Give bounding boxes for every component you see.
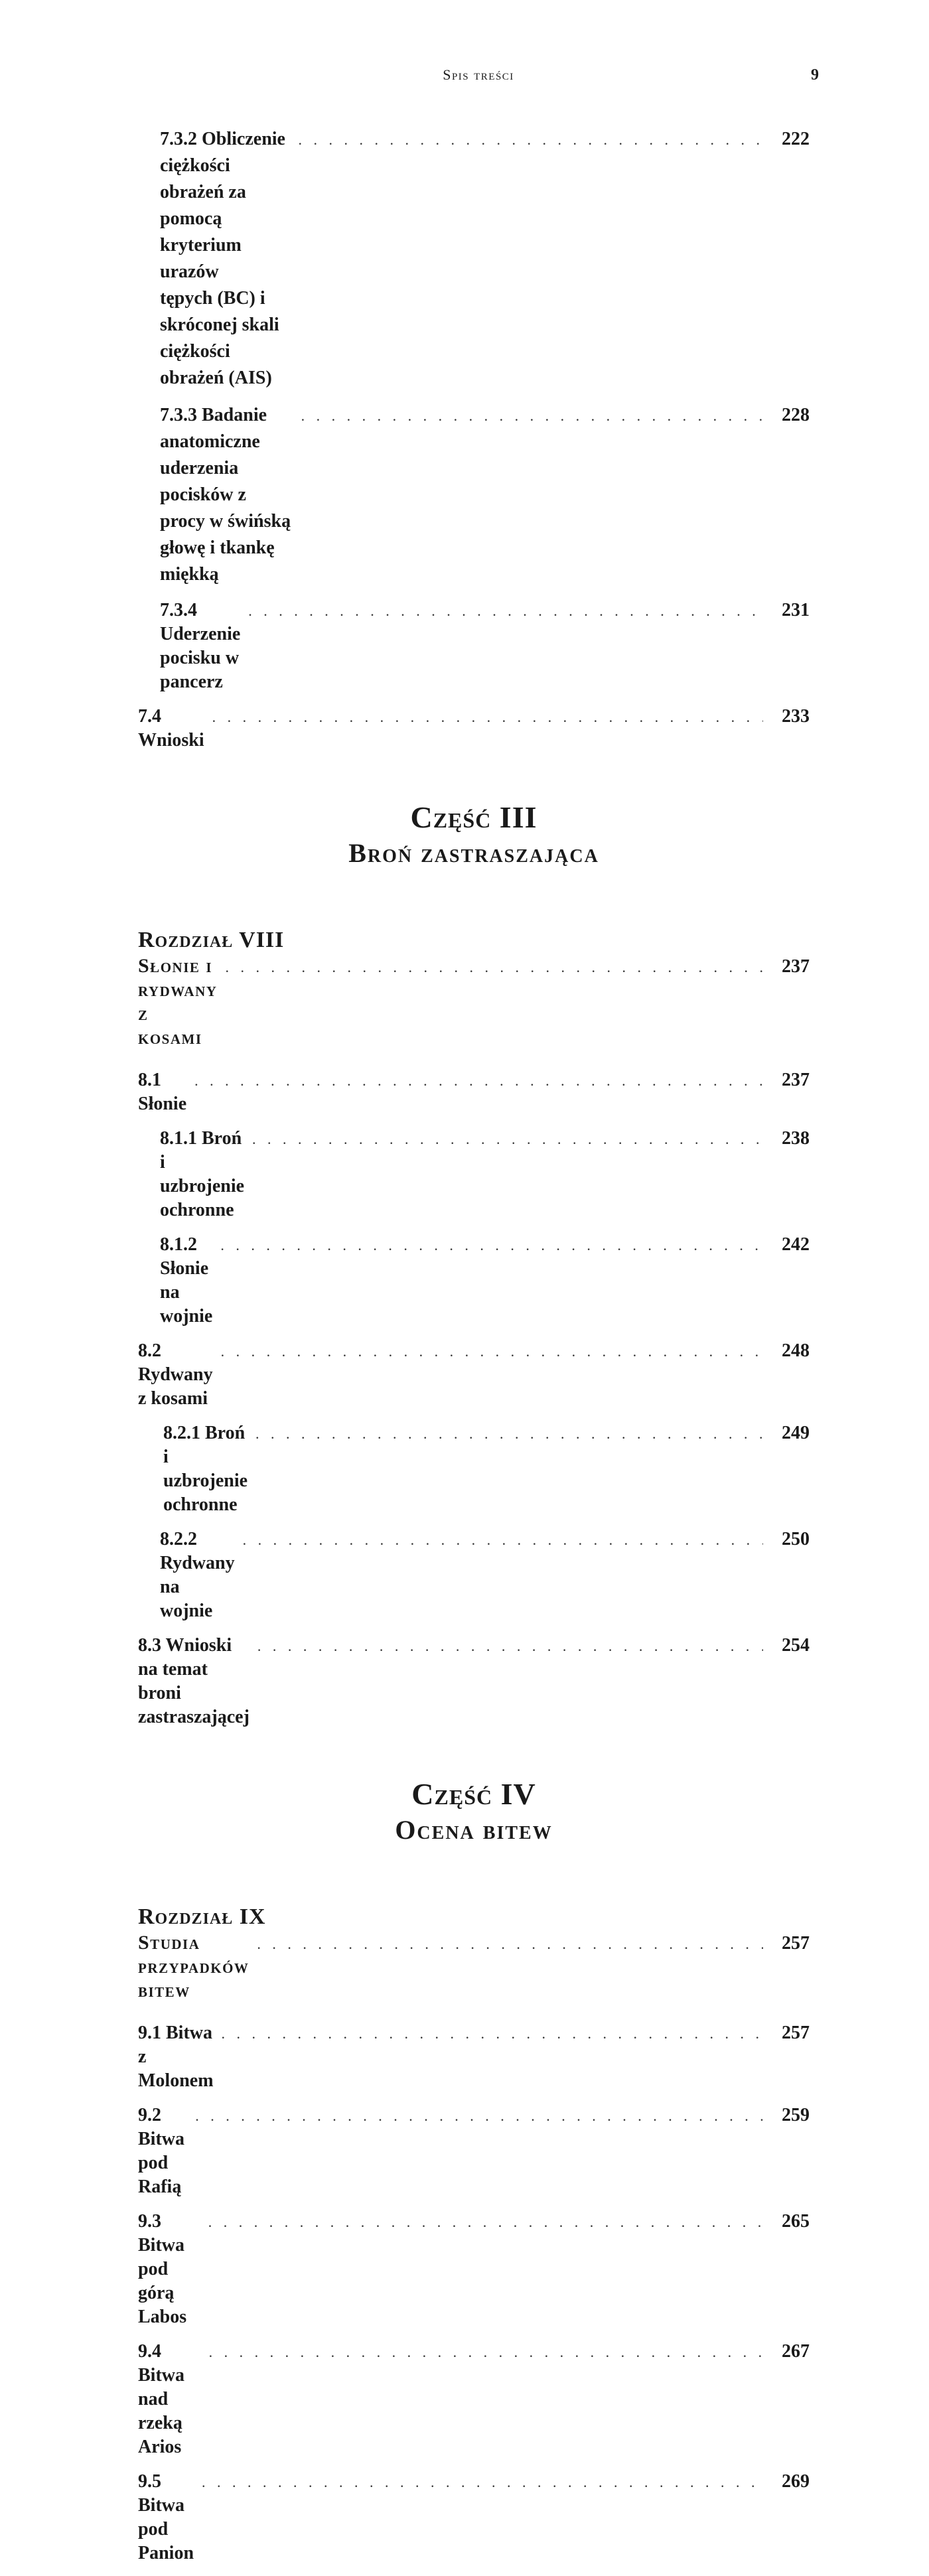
toc-entry-title: 8.3 Wnioski na temat broni zastraszającej — [138, 1635, 250, 1727]
chapter-number: Rozdział IX — [138, 1904, 266, 1929]
toc-entry-page: 228 — [782, 405, 810, 425]
dot-leader — [202, 2470, 763, 2494]
dot-leader — [252, 1127, 763, 1151]
chapter-number: Rozdział VIII — [138, 928, 285, 952]
dot-leader — [248, 599, 763, 623]
table-of-contents — [138, 126, 810, 2576]
chapter-title: Studia przypadków bitew — [138, 1932, 250, 2001]
part-heading — [138, 1776, 810, 1847]
toc-entry-title: 8.2 Rydwany z kosami — [138, 1340, 213, 1409]
toc-entry-page: 222 — [782, 129, 810, 149]
toc-entry-page: 237 — [782, 1070, 810, 1090]
toc-entry-title: 9.2 Bitwa pod Rafią — [138, 2105, 184, 2197]
part-number: Część III — [410, 800, 537, 834]
dot-leader — [212, 705, 763, 729]
dot-leader — [222, 2022, 763, 2046]
toc-entry-title: 9.1 Bitwa z Molonem — [138, 2023, 214, 2091]
chapter-block — [138, 1903, 810, 2003]
dot-leader — [195, 2104, 763, 2128]
toc-entry-page: 248 — [782, 1340, 810, 1361]
toc-entry-title: 9.3 Bitwa pod górą Labos — [138, 2211, 187, 2327]
running-title: Spis treści — [443, 66, 514, 83]
toc-entry[interactable] — [138, 2210, 810, 2329]
chapter-title: Słonie i rydwany z kosami — [138, 955, 218, 1048]
toc-entry[interactable] — [138, 2340, 810, 2459]
dot-leader — [301, 404, 763, 428]
toc-entry-page: 250 — [782, 1529, 810, 1549]
toc-entry[interactable] — [138, 599, 810, 694]
part-heading — [138, 799, 810, 871]
toc-entry-page: 242 — [782, 1234, 810, 1255]
toc-entry-title: 9.5 Bitwa pod Panion — [138, 2471, 194, 2563]
dot-leader — [298, 128, 763, 152]
toc-entry-title: 8.1.2 Słonie na wojnie — [160, 1234, 213, 1326]
toc-entry[interactable] — [138, 1127, 810, 1222]
toc-entry[interactable] — [138, 1421, 810, 1517]
dot-leader — [221, 1340, 763, 1364]
toc-entry-page: 267 — [782, 2341, 810, 2362]
toc-entry-page: 231 — [782, 600, 810, 620]
dot-leader — [255, 1422, 763, 1446]
toc-entry-title: 9.4 Bitwa nad rzeką Arios — [138, 2341, 184, 2457]
toc-entry[interactable] — [138, 1068, 810, 1116]
toc-entry-page: 269 — [782, 2471, 810, 2492]
toc-entry-page: 249 — [782, 1423, 810, 1443]
toc-entry-page: 233 — [782, 706, 810, 727]
toc-entry-title: 7.3.4 Uderzenie pocisku w pancerz — [160, 600, 241, 692]
toc-entry-page: 265 — [782, 2211, 810, 2232]
toc-entry-title: 7.3.3 Badanie anatomiczne uderzenia pocisków z procy w świńską głowę i tkankę miękką — [160, 405, 291, 585]
dot-leader — [257, 1634, 763, 1658]
toc-entry[interactable] — [138, 1634, 810, 1729]
toc-entry[interactable] — [138, 126, 810, 392]
toc-entry[interactable] — [138, 2021, 810, 2093]
toc-entry-title: 8.1 Słonie — [138, 1070, 187, 1114]
chapter-title-entry[interactable] — [138, 954, 810, 1050]
toc-entry-title: 8.2.1 Broń i uzbrojenie ochronne — [163, 1423, 248, 1515]
toc-entry[interactable] — [138, 1339, 810, 1411]
toc-entry-title: 8.2.2 Rydwany na wojnie — [160, 1529, 235, 1621]
page-number: 9 — [811, 66, 819, 84]
chapter-title-entry[interactable] — [138, 1931, 810, 2003]
dot-leader — [257, 1932, 763, 1956]
toc-entry[interactable] — [138, 1233, 810, 1328]
toc-entry-page: 238 — [782, 1128, 810, 1149]
toc-entry-page: 254 — [782, 1635, 810, 1656]
dot-leader — [243, 1528, 763, 1552]
toc-entry[interactable] — [138, 1528, 810, 1623]
toc-entry[interactable] — [138, 2104, 810, 2199]
dot-leader — [220, 1234, 763, 1257]
dot-leader — [225, 956, 763, 979]
running-head — [138, 66, 819, 90]
dot-leader — [194, 1069, 763, 1093]
toc-entry-title: 8.1.1 Broń i uzbrojenie ochronne — [160, 1128, 245, 1220]
toc-entry[interactable] — [138, 402, 810, 588]
dot-leader — [208, 2210, 763, 2234]
toc-entry-title: 7.3.2 Obliczenie ciężkości obrażeń za pomocą kryterium urazów tępych (BC) i skróconej skali ciężkości obrażeń (AIS) — [160, 129, 285, 388]
part-title: Broń zastraszająca — [348, 838, 599, 868]
part-title: Ocena bitew — [395, 1815, 553, 1845]
toc-entry-page: 257 — [782, 1933, 810, 1954]
toc-entry-page: 259 — [782, 2105, 810, 2125]
toc-entry-title: 7.4 Wnioski — [138, 706, 204, 751]
toc-entry[interactable] — [138, 705, 810, 752]
dot-leader — [209, 2340, 763, 2364]
toc-entry-page: 257 — [782, 2023, 810, 2043]
toc-entry[interactable] — [138, 2470, 810, 2565]
chapter-block — [138, 926, 810, 1050]
part-number: Część IV — [411, 1777, 536, 1811]
toc-entry-page: 237 — [782, 956, 810, 977]
